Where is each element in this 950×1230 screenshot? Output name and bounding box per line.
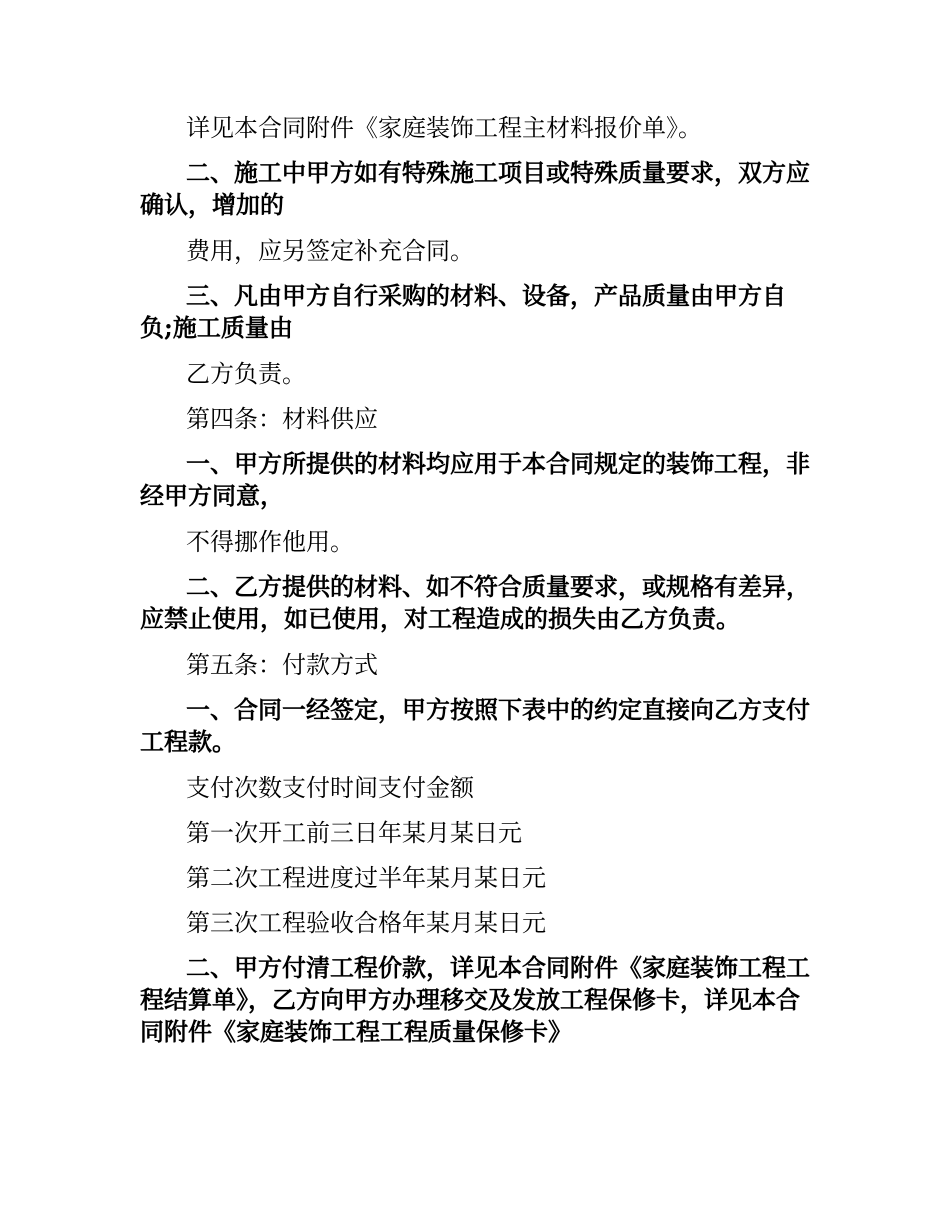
paragraph-contractor-materials-quality: 二、乙方提供的材料、如不符合质量要求，或规格有差异，应禁止使用，如已使用，对工程造成的损失由乙方负责。 (140, 572, 810, 633)
paragraph-payment-agreement: 一、合同一经签定，甲方按照下表中的约定直接向乙方支付工程款。 (140, 695, 810, 756)
paragraph-final-settlement: 二、甲方付清工程价款，详见本合同附件《家庭装饰工程工程结算单》，乙方向甲方办理移交及发放工程保修卡，详见本合同附件《家庭装饰工程工程质量保修卡》 (140, 953, 810, 1046)
paragraph-client-materials-usage: 一、甲方所提供的材料均应用于本合同规定的装饰工程，非经甲方同意， (140, 449, 810, 510)
paragraph-special-construction-items: 二、施工中甲方如有特殊施工项目或特殊质量要求，双方应确认，增加的 (140, 158, 810, 219)
paragraph-contractor-responsible: 乙方负责。 (186, 360, 306, 388)
payment-table-header: 支付次数支付时间支付金额 (186, 774, 474, 802)
document-body (140, 112, 815, 1062)
payment-row-first: 第一次开工前三日年某月某日元 (186, 819, 522, 847)
paragraph-supplementary-contract: 费用，应另签定补充合同。 (186, 237, 474, 265)
payment-row-third: 第三次工程验收合格年某月某日元 (186, 909, 546, 937)
section-heading-material-supply: 第四条：材料供应 (186, 405, 378, 433)
section-heading-payment-method: 第五条：付款方式 (186, 651, 378, 679)
paragraph-client-purchased-materials: 三、凡由甲方自行采购的材料、设备，产品质量由甲方自负;施工质量由 (140, 281, 786, 342)
paragraph-no-diversion: 不得挪作他用。 (186, 528, 354, 556)
payment-row-second: 第二次工程进度过半年某月某日元 (186, 864, 546, 892)
paragraph-attachment-materials-quote: 详见本合同附件《家庭装饰工程主材料报价单》。 (186, 114, 702, 142)
